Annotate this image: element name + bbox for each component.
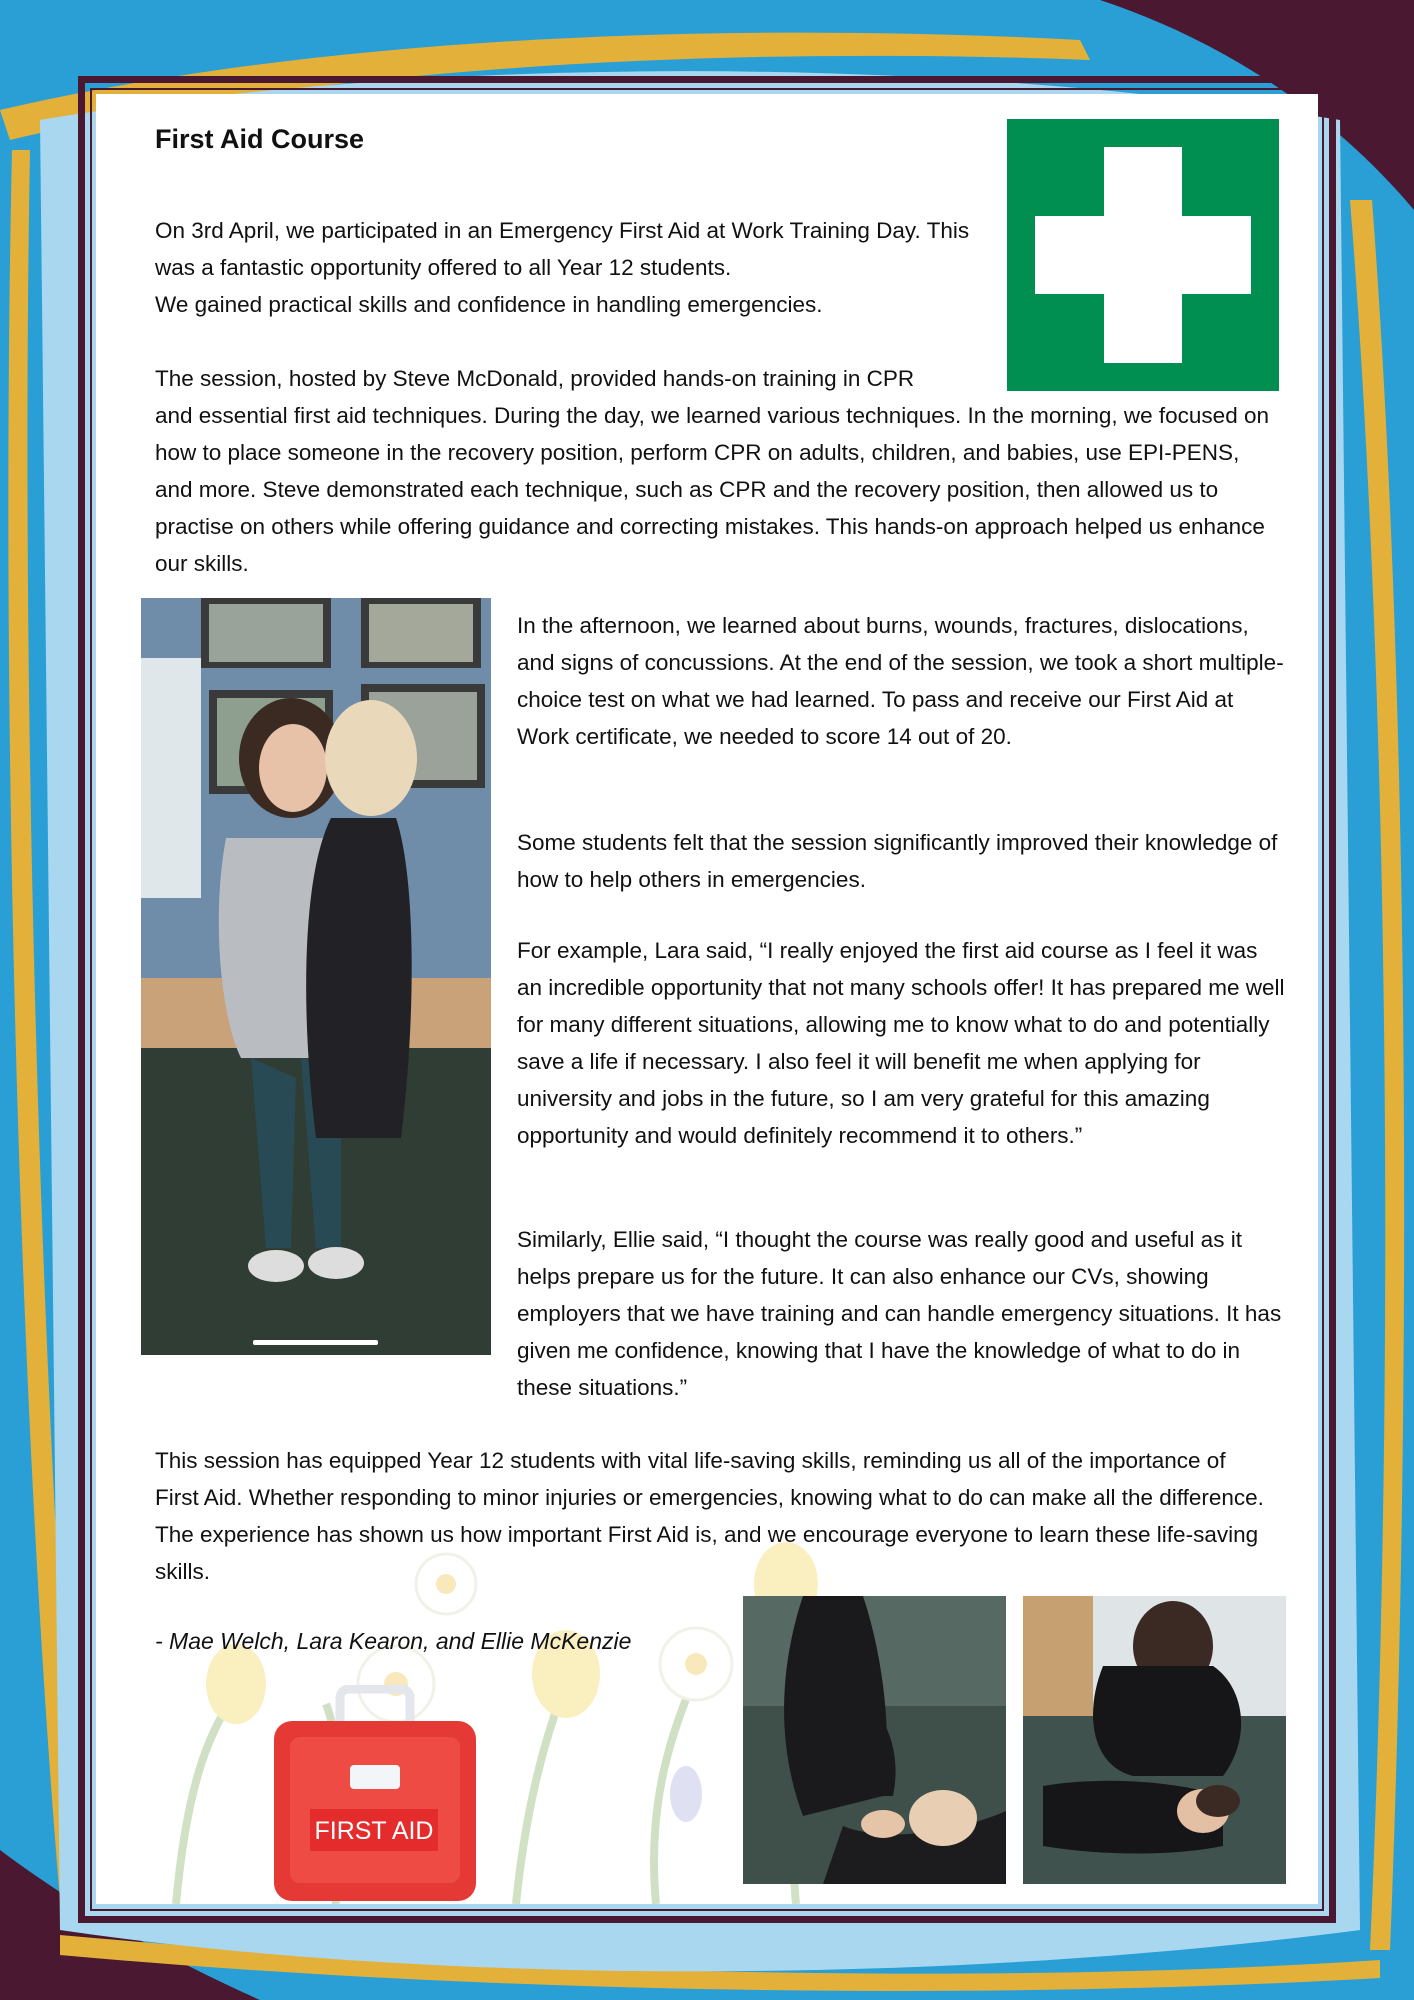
author-signature: - Mae Welch, Lara Kearon, and Ellie McKenzie <box>155 1628 632 1654</box>
session-paragraph: and essential first aid techniques. During the day, we learned various techniques. In the morning, we focused on how to place someone in the recovery position, perform CPR on adults, children, and babies, use EPI-PENS, and more. Steve demonstrated each technique, such as CPR and the recovery position, then allowed us to practise on others while offering guidance and correcting mistakes. This hands-on approach helped us enhance our skills. <box>155 403 1269 576</box>
photo-student-with-mannequin <box>141 598 491 1355</box>
afternoon-paragraph: In the afternoon, we learned about burns, wounds, fractures, dislocations, and signs of concussions. At the end of the session, we took a short multiple-choice test on what we had learned. To pass and receive our First Aid at Work certificate, we needed to score 14 out of 20. <box>517 613 1284 749</box>
intro-paragraph-2: We gained practical skills and confidence in handling emergencies. <box>155 292 823 317</box>
first-aid-cross-icon <box>1004 116 1282 394</box>
session-paragraph-line1: The session, hosted by Steve McDonald, provided hands-on training in CPR <box>155 366 915 391</box>
first-aid-kit-illustration <box>270 1685 480 1903</box>
ellie-quote-paragraph: Similarly, Ellie said, “I thought the course was really good and useful as it helps prepare us for the future. It can also enhance our CVs, showing employers that we have training and can handle emergency situations. It has given me confidence, knowing that I have the knowledge of what to do in these situations.” <box>517 1227 1282 1400</box>
photo-cpr-practice <box>743 1596 1006 1884</box>
photo-recovery-position-practice <box>1023 1596 1286 1884</box>
lara-quote-paragraph: For example, Lara said, “I really enjoyed the first aid course as I feel it was an incredible opportunity that not many schools offer! It has prepared me well for many different situations, allowing me to know what to do and potentially save a life if necessary. I also feel it will benefit me when applying for university and jobs in the future, so I am very grateful for this amazing opportunity and would definitely recommend it to others.” <box>517 938 1285 1148</box>
intro-paragraph: On 3rd April, we participated in an Emergency First Aid at Work Training Day. This was a fantastic opportunity offered to all Year 12 students. <box>155 218 970 280</box>
conclusion-paragraph: This session has equipped Year 12 students with vital life-saving skills, reminding us all of the importance of First Aid. Whether responding to minor injuries or emergencies, knowing what to do can make all the difference. The experience has shown us how important First Aid is, and we encourage everyone to learn these life-saving skills. <box>155 1448 1264 1584</box>
students-feedback-paragraph: Some students felt that the session significantly improved their knowledge of how to help others in emergencies. <box>517 830 1278 892</box>
kit-label: FIRST AID <box>314 1817 434 1845</box>
article-title: First Aid Course <box>155 124 365 154</box>
